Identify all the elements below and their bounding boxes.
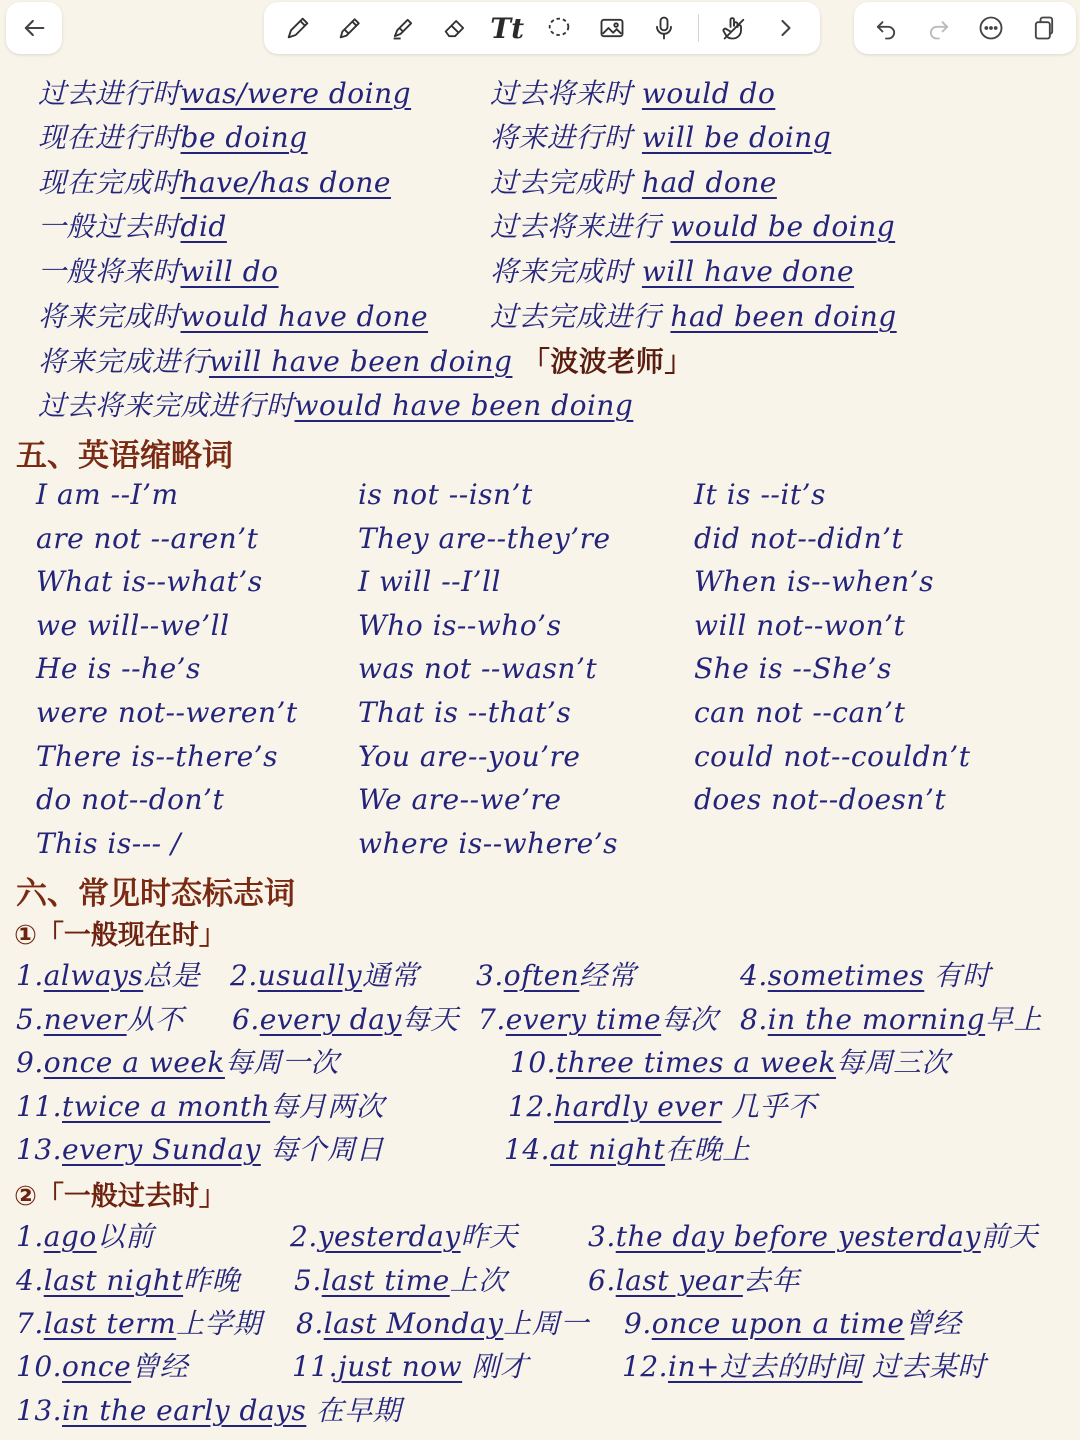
marker-meaning: 刚才 bbox=[462, 1350, 529, 1383]
contraction-item: I am --I’m bbox=[36, 478, 179, 511]
contraction-item: We are--we’re bbox=[358, 783, 562, 816]
subheading-simple-present: ①「一般现在时」 bbox=[14, 920, 226, 951]
tense-form: have/has done bbox=[180, 166, 391, 199]
marker-meaning: 每周三次 bbox=[836, 1046, 951, 1079]
tense-name: 现在完成时 bbox=[38, 166, 181, 199]
marker-number: 12. bbox=[508, 1090, 555, 1123]
time-marker-item bbox=[296, 1302, 589, 1342]
time-marker-item bbox=[290, 1215, 518, 1255]
marker-phrase: at night bbox=[550, 1133, 666, 1166]
marker-phrase: last time bbox=[321, 1264, 450, 1297]
marker-number: 4. bbox=[16, 1264, 44, 1297]
marker-meaning: 在早期 bbox=[306, 1394, 402, 1427]
marker-number: 7. bbox=[478, 1003, 506, 1036]
marker-number: 7. bbox=[16, 1307, 44, 1340]
tense-form: would have done bbox=[180, 300, 429, 333]
time-marker-item bbox=[624, 1302, 961, 1342]
marker-phrase: in+过去的时间 bbox=[668, 1350, 863, 1383]
tense-form: will have been doing bbox=[209, 345, 513, 378]
contraction-item: did not--didn’t bbox=[694, 522, 904, 555]
tense-entry bbox=[38, 340, 693, 380]
time-marker-item bbox=[476, 954, 636, 994]
marker-meaning: 以前 bbox=[96, 1220, 154, 1253]
time-marker-item bbox=[16, 998, 184, 1038]
marker-number: 8. bbox=[740, 1003, 768, 1036]
marker-meaning: 有时 bbox=[924, 959, 991, 992]
marker-number: 5. bbox=[294, 1264, 322, 1297]
marker-number: 5. bbox=[16, 1003, 44, 1036]
tense-entry bbox=[38, 295, 428, 335]
marker-number: 8. bbox=[296, 1307, 324, 1340]
marker-meaning: 前天 bbox=[980, 1220, 1038, 1253]
marker-meaning: 曾经 bbox=[904, 1307, 962, 1340]
tense-form: did bbox=[180, 210, 227, 243]
contraction-item: I will --I’ll bbox=[358, 565, 501, 598]
tense-form: had done bbox=[641, 166, 777, 199]
marker-phrase: always bbox=[43, 959, 144, 992]
highlighter-icon[interactable] bbox=[385, 10, 421, 46]
time-marker-item bbox=[478, 998, 718, 1038]
tense-form: was/were doing bbox=[180, 77, 412, 110]
tense-name: 现在进行时 bbox=[38, 121, 181, 154]
marker-phrase: often bbox=[503, 959, 580, 992]
contraction-item: Who is--who’s bbox=[358, 609, 562, 642]
tense-entry bbox=[38, 161, 391, 201]
time-marker-item bbox=[294, 1259, 507, 1299]
time-marker-item bbox=[16, 1389, 401, 1429]
contraction-item: does not--doesn’t bbox=[694, 783, 947, 816]
contraction-item: When is--when’s bbox=[694, 565, 934, 598]
marker-phrase: usually bbox=[257, 959, 363, 992]
marker-meaning: 总是 bbox=[143, 959, 201, 992]
marker-meaning: 过去某时 bbox=[862, 1350, 986, 1383]
undo-icon[interactable] bbox=[868, 10, 904, 46]
tense-form: will be doing bbox=[641, 121, 832, 154]
marker-number: 13. bbox=[16, 1133, 63, 1166]
marker-phrase: once upon a time bbox=[651, 1307, 905, 1340]
marker-phrase: hardly ever bbox=[554, 1090, 722, 1123]
tense-name: 将来完成时 bbox=[490, 255, 633, 288]
document-actions bbox=[854, 2, 1076, 54]
marker-phrase: yesterday bbox=[317, 1220, 461, 1253]
contraction-item: could not--couldn’t bbox=[694, 740, 971, 773]
marker-phrase: last Monday bbox=[323, 1307, 504, 1340]
contraction-item: we will--we’ll bbox=[36, 609, 230, 642]
time-marker-item bbox=[740, 998, 1042, 1038]
marker-meaning: 昨晚 bbox=[183, 1264, 241, 1297]
marker-phrase: never bbox=[43, 1003, 127, 1036]
marker-number: 4. bbox=[740, 959, 768, 992]
tense-entry bbox=[490, 205, 895, 245]
time-marker-item bbox=[588, 1259, 800, 1299]
pages-icon[interactable] bbox=[1026, 10, 1062, 46]
marker-phrase: just now bbox=[338, 1350, 463, 1383]
contraction-item: will not--won’t bbox=[694, 609, 906, 642]
marker-phrase: twice a month bbox=[62, 1090, 271, 1123]
more-icon[interactable] bbox=[973, 10, 1009, 46]
marker-meaning: 上学期 bbox=[176, 1307, 262, 1340]
marker-number: 9. bbox=[624, 1307, 652, 1340]
time-marker-item bbox=[16, 1085, 384, 1125]
contraction-item: can not --can’t bbox=[694, 696, 906, 729]
marker-phrase: ago bbox=[43, 1220, 97, 1253]
section-heading-time-markers: 六、常见时态标志词 bbox=[16, 876, 295, 912]
lasso-icon[interactable] bbox=[541, 10, 577, 46]
time-marker-item bbox=[16, 1302, 262, 1342]
tense-entry bbox=[490, 250, 854, 290]
time-marker-item bbox=[16, 954, 200, 994]
time-marker-item bbox=[16, 1259, 240, 1299]
tense-name: 过去完成时 bbox=[490, 166, 633, 199]
tense-form: will do bbox=[180, 255, 279, 288]
marker-number: 1. bbox=[16, 1220, 44, 1253]
redo-icon[interactable] bbox=[921, 10, 957, 46]
tense-entry bbox=[38, 384, 633, 424]
time-marker-item bbox=[622, 1345, 986, 1385]
tense-entry bbox=[490, 72, 775, 112]
marker-phrase: three times a week bbox=[556, 1046, 837, 1079]
image-icon[interactable] bbox=[594, 10, 630, 46]
marker-number: 3. bbox=[476, 959, 504, 992]
contraction-item: What is--what’s bbox=[36, 565, 263, 598]
contraction-item: That is --that’s bbox=[358, 696, 572, 729]
tense-name: 一般将来时 bbox=[38, 255, 181, 288]
marker-meaning: 经常 bbox=[579, 959, 637, 992]
eraser-icon[interactable] bbox=[437, 10, 473, 46]
marker-number: 2. bbox=[230, 959, 258, 992]
time-marker-item bbox=[16, 1041, 339, 1081]
back-button[interactable] bbox=[6, 2, 62, 54]
tense-entry bbox=[490, 116, 831, 156]
tense-name: 过去将来进行 bbox=[490, 210, 662, 243]
marker-number: 3. bbox=[588, 1220, 616, 1253]
marker-number: 11. bbox=[16, 1090, 63, 1123]
app-toolbar bbox=[0, 0, 1080, 64]
tense-name: 将来完成进行 bbox=[38, 345, 210, 378]
time-marker-item bbox=[504, 1128, 751, 1168]
contraction-item: is not --isn’t bbox=[358, 478, 533, 511]
tense-name: 过去完成进行 bbox=[490, 300, 662, 333]
marker-meaning: 在晚上 bbox=[665, 1133, 751, 1166]
contraction-item: where is--where’s bbox=[358, 827, 618, 860]
marker-meaning: 从不 bbox=[126, 1003, 184, 1036]
contraction-item: You are--you’re bbox=[358, 740, 581, 773]
contraction-item: were not--weren’t bbox=[36, 696, 298, 729]
marker-phrase: in the early days bbox=[62, 1394, 307, 1427]
marker-phrase: once bbox=[62, 1350, 132, 1383]
toolbar-divider bbox=[698, 14, 699, 42]
touch-gesture-icon[interactable] bbox=[716, 10, 752, 46]
chevron-right-icon[interactable] bbox=[768, 10, 804, 46]
tense-entry bbox=[490, 161, 777, 201]
marker-number: 13. bbox=[16, 1394, 63, 1427]
marker-phrase: every time bbox=[505, 1003, 662, 1036]
section-heading-contractions: 五、英语缩略词 bbox=[16, 438, 233, 474]
marker-phrase: once a week bbox=[43, 1046, 225, 1079]
pencil-icon[interactable] bbox=[332, 10, 368, 46]
marker-phrase: sometimes bbox=[767, 959, 925, 992]
marker-meaning: 早上 bbox=[985, 1003, 1043, 1036]
time-marker-item bbox=[588, 1215, 1038, 1255]
subheading-simple-past: ②「一般过去时」 bbox=[14, 1181, 226, 1212]
marker-number: 1. bbox=[16, 959, 44, 992]
contraction-item: He is --he’s bbox=[36, 652, 201, 685]
marker-meaning: 每次 bbox=[661, 1003, 719, 1036]
tense-name: 将来进行时 bbox=[490, 121, 633, 154]
tense-form: would have been doing bbox=[294, 389, 634, 422]
marker-number: 11. bbox=[292, 1350, 339, 1383]
tense-entry bbox=[38, 205, 227, 245]
contraction-item: was not --wasn’t bbox=[358, 652, 598, 685]
time-marker-item bbox=[16, 1345, 188, 1385]
tense-form: would be doing bbox=[670, 210, 896, 243]
marker-number: 14. bbox=[504, 1133, 551, 1166]
tense-name: 过去将来完成进行时 bbox=[38, 389, 295, 422]
contraction-item: They are--they’re bbox=[358, 522, 611, 555]
contraction-item: There is--there’s bbox=[36, 740, 278, 773]
time-marker-item bbox=[16, 1215, 154, 1255]
marker-number: 10. bbox=[16, 1350, 63, 1383]
marker-phrase: every Sunday bbox=[62, 1133, 261, 1166]
marker-meaning: 几乎不 bbox=[721, 1090, 817, 1123]
marker-phrase: last night bbox=[43, 1264, 184, 1297]
tense-entry bbox=[38, 116, 308, 156]
tense-name: 过去进行时 bbox=[38, 77, 181, 110]
marker-number: 9. bbox=[16, 1046, 44, 1079]
tense-name: 一般过去时 bbox=[38, 210, 181, 243]
marker-meaning: 每个周日 bbox=[260, 1133, 385, 1166]
contraction-item: do not--don’t bbox=[36, 783, 225, 816]
time-marker-item bbox=[230, 954, 419, 994]
text-tool-icon[interactable]: Tt bbox=[490, 11, 525, 45]
marker-phrase: last term bbox=[43, 1307, 177, 1340]
contraction-item: are not --aren’t bbox=[36, 522, 259, 555]
marker-meaning: 每月两次 bbox=[270, 1090, 385, 1123]
back-arrow-icon bbox=[16, 10, 52, 46]
marker-meaning: 每周一次 bbox=[224, 1046, 339, 1079]
marker-number: 2. bbox=[290, 1220, 318, 1253]
marker-phrase: every day bbox=[259, 1003, 402, 1036]
tense-form: will have done bbox=[641, 255, 855, 288]
marker-number: 6. bbox=[588, 1264, 616, 1297]
tense-entry bbox=[38, 250, 279, 290]
contraction-item: It is --it’s bbox=[694, 478, 826, 511]
marker-number: 10. bbox=[510, 1046, 557, 1079]
tool-palette bbox=[264, 2, 820, 54]
marker-meaning: 昨天 bbox=[460, 1220, 518, 1253]
time-marker-item bbox=[292, 1345, 529, 1385]
marker-phrase: in the morning bbox=[767, 1003, 986, 1036]
tense-name: 过去将来时 bbox=[490, 77, 633, 110]
marker-meaning: 每天 bbox=[401, 1003, 459, 1036]
time-marker-item bbox=[508, 1085, 817, 1125]
marker-number: 12. bbox=[622, 1350, 669, 1383]
contraction-item: This is--- / bbox=[36, 827, 181, 860]
note-page[interactable] bbox=[0, 64, 1080, 1440]
author-watermark: 「波波老师」 bbox=[521, 345, 693, 378]
tense-name: 将来完成时 bbox=[38, 300, 181, 333]
microphone-icon[interactable] bbox=[646, 10, 682, 46]
time-marker-item bbox=[232, 998, 459, 1038]
time-marker-item bbox=[740, 954, 991, 994]
marker-meaning: 去年 bbox=[742, 1264, 800, 1297]
tense-form: had been doing bbox=[670, 300, 897, 333]
time-marker-item bbox=[510, 1041, 950, 1081]
marker-meaning: 上次 bbox=[449, 1264, 507, 1297]
pen-icon[interactable] bbox=[280, 10, 316, 46]
tense-form: be doing bbox=[180, 121, 308, 154]
marker-meaning: 曾经 bbox=[131, 1350, 189, 1383]
tense-entry bbox=[38, 72, 411, 112]
tense-entry bbox=[490, 295, 897, 335]
marker-meaning: 上周一 bbox=[503, 1307, 589, 1340]
marker-phrase: last year bbox=[615, 1264, 743, 1297]
contraction-item: She is --She’s bbox=[694, 652, 892, 685]
marker-meaning: 通常 bbox=[362, 959, 420, 992]
time-marker-item bbox=[16, 1128, 384, 1168]
tense-form: would do bbox=[641, 77, 776, 110]
marker-number: 6. bbox=[232, 1003, 260, 1036]
marker-phrase: the day before yesterday bbox=[615, 1220, 981, 1253]
